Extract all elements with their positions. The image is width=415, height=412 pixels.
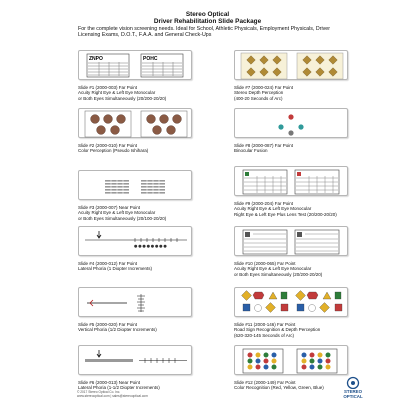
slide-9-image [234,166,348,196]
slide-8-title: Slide #8 (2000-087) Far Point [234,143,294,148]
slide-4-image [78,226,192,256]
copyright-text: © 2017 Stereo Optical Co. Inc. [77,390,121,394]
slide-5-image [78,287,192,317]
slide-10-caption [234,261,354,277]
slide-1-title: Slide #1 (2000-003) Far Point [78,85,138,90]
slide-4-desc: Lateral Phoria (1 Diopter Increments) [78,266,153,272]
chart-left-letters: ZNPO [89,56,103,62]
slide-3-title: Slide #3 (2000-007) Near Point [78,205,141,210]
slide-10-image [234,226,348,256]
near-acuity-graphic [79,171,193,201]
stereo-depth-graphic [235,51,349,81]
slide-12-title: Slide #12 (2000-149) Far Point [234,380,296,385]
slide-12-image [234,345,348,375]
color-plate-graphic [79,109,193,139]
slide-11-desc-2: (620-320-145 Seconds of Arc) [234,332,295,338]
slide-2-desc: Color Perception (Pseudo Ishihara) [78,148,149,154]
slide-11-title: Slide #11 (2000-146) Far Point [234,322,296,327]
color-recognition-graphic [235,346,349,376]
slide-3-image [78,170,192,200]
logo-mark-icon [330,376,376,389]
slide-11-image [234,287,348,317]
slide-7-title: Slide #7 (2000-024) Far Point [234,85,294,90]
slide-5-desc: Vertical Phoria (1/2 Diopter Increments) [78,327,157,333]
slide-11-caption [234,322,354,338]
acuity-chart-graphic [79,51,193,81]
slide-10-desc-2: or Both Eyes Simultaneously (20/200-20/20) [234,271,323,277]
near-lateral-phoria-graphic [79,346,193,376]
slide-6-caption [78,380,198,391]
slide-1-desc-2: or Both Eyes Simultaneously (20/200-20/20) [78,95,167,101]
brand-title: Stereo Optical [185,11,230,18]
slide-8-caption [234,143,354,154]
slide-7-caption [234,85,354,101]
lateral-phoria-graphic [79,227,193,257]
slide-1-image [78,50,192,80]
slide-2-image [78,108,192,138]
slide-11-desc: Road Sign Recognition & Depth Perception [234,327,321,333]
slide-7-desc-2: (400-20 Seconds of Arc) [234,95,283,101]
plus-lens-acuity-graphic [235,167,349,197]
slide-2-caption [78,143,198,154]
package-title: Driver Rehabilitation Slide Package [153,18,262,25]
logo-wordmark: STEREO OPTICAL [343,389,363,399]
svg-text:⬤ ⬤ ⬤ ⬤ ⬤ ⬤ ⬤ ⬤: ⬤ ⬤ ⬤ ⬤ ⬤ ⬤ ⬤ ⬤ [134,244,167,248]
package-description: For the complete vision screening needs. Ideal for School, Athletic Physicals, Employment Physicals, Driver Licensing Exams, D.O.T., F.A.A. and General Check-Ups [78,26,331,39]
binocular-fusion-graphic [235,109,349,139]
slide-6-image [78,345,192,375]
footer [77,390,148,398]
slide-2-title: Slide #2 (2000-010) Far Point [78,143,138,148]
slide-3-desc: Acuity Right Eye & Left Eye Monocular [78,210,156,216]
slide-6-desc: Lateral Phoria (1-1/2 Diopter Increments) [78,385,160,391]
slide-6-title: Slide #6 (2000-013) Near Point [78,380,141,385]
vertical-phoria-graphic [79,288,193,318]
slide-10-title: Slide #10 (2000-065) Far Point [234,261,296,266]
slide-8-desc: Binocular Fusion [234,148,268,154]
slide-4-caption [78,261,198,272]
stereo-optical-logo [330,376,376,402]
slide-9-desc-2: Right Eye & Left Eye Plus Lens Test (20/200-20/20) [234,211,337,217]
far-acuity-graphic [235,227,349,257]
slide-1-desc: Acuity Right Eye & Left Eye Monocular [78,90,156,96]
chart-right-letters: POHC [143,56,158,62]
slide-7-image [234,50,348,80]
road-sign-graphic [235,288,349,318]
slide-9-caption [234,201,354,217]
slide-9-desc: Acuity Right Eye & Left Eye Monocular [234,206,312,212]
website-link[interactable]: www.stereooptical.com | sales@stereooptical.com [77,394,148,398]
slide-1-caption [78,85,198,101]
slide-5-title: Slide #5 (2000-020) Far Point [78,322,138,327]
slide-3-caption [78,205,198,221]
slide-9-title: Slide #9 (2000-204) Far Point [234,201,294,206]
slide-12-desc: Color Recognition (Red, Yellow, Green, Blue) [234,385,324,391]
slide-10-desc: Acuity Right Eye & Left Eye Monocular [234,266,312,272]
slide-7-desc: Stereo Depth Perception [234,90,284,96]
slide-3-desc-2: or Both Eyes Simultaneously (20/100-20/20) [78,215,167,221]
slide-8-image [234,108,348,138]
slide-5-caption [78,322,198,333]
slide-4-title: Slide #4 (2000-012) Far Point [78,261,138,266]
